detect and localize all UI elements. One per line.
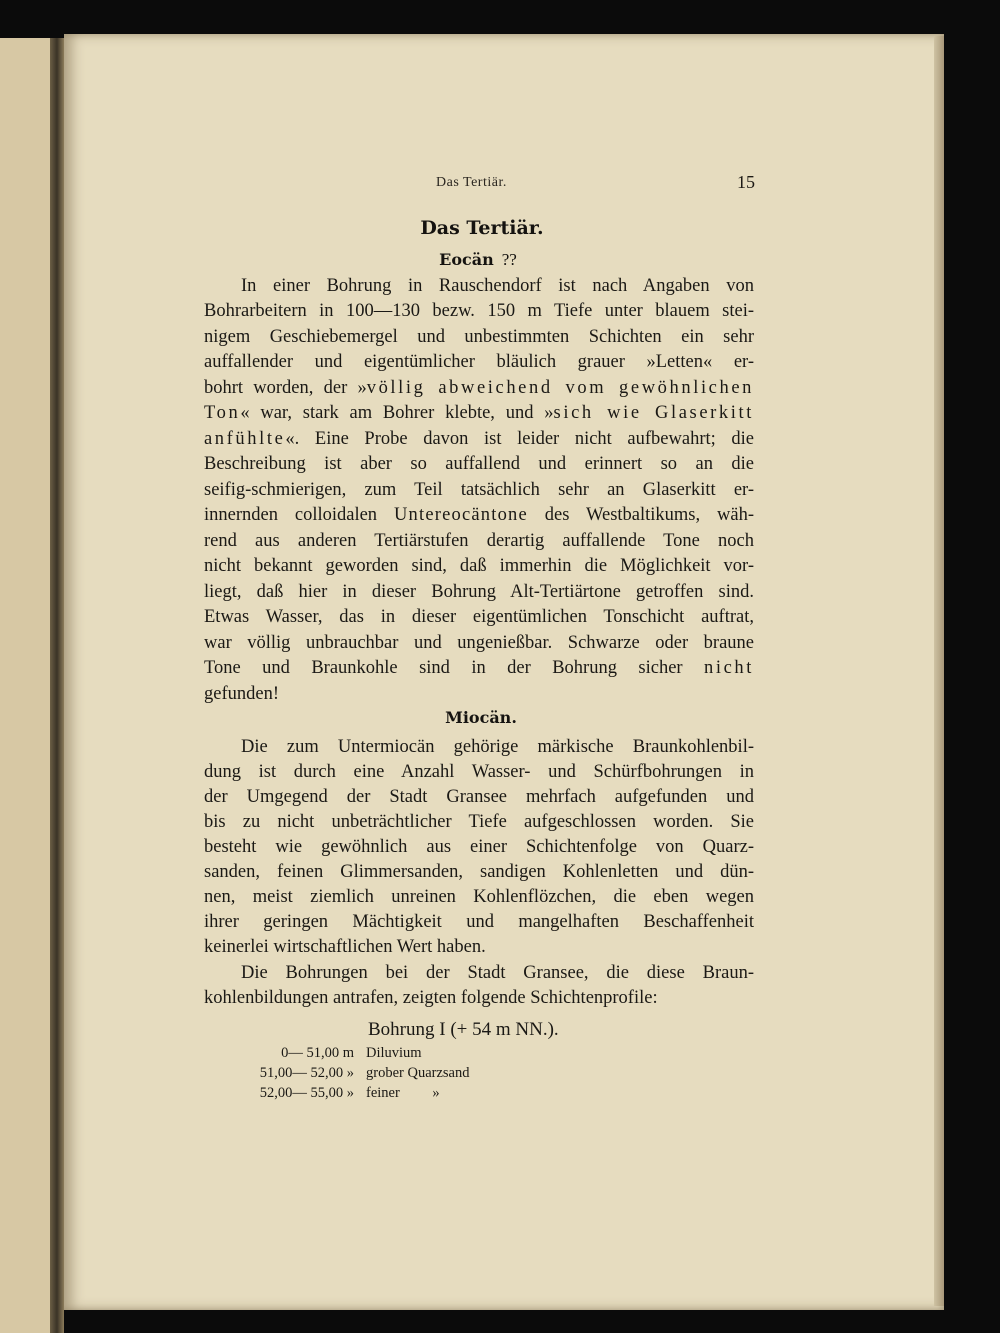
eocaen-line <box>204 503 754 528</box>
eocaen-line: nigem Geschiebemergel und unbestimmten Schichten ein sehr <box>204 327 754 347</box>
miocaen-line: besteht wie gewöhnlich aus einer Schichtenfolge von Quarz- <box>204 837 754 857</box>
eocaen-line: Beschreibung ist aber so auffallend und erinnert so an die <box>204 454 754 474</box>
eocaen-line: Bohrarbeitern in 100—130 bezw. 150 m Tiefe unter blauem stei- <box>204 301 754 321</box>
eocaen-line <box>204 401 754 426</box>
miocaen-line: bis zu nicht unbeträchtlicher Tiefe aufgeschlossen worden. Sie <box>204 812 754 832</box>
eocaen-line: Etwas Wasser, das in dieser eigentümlichen Tonschicht auftrat, <box>204 607 754 627</box>
eocaen-line: seifig-schmierigen, zum Teil tatsächlich sehr an Glaserkitt er- <box>204 480 754 500</box>
spaced-text: Untereocäntone <box>393 505 528 525</box>
desc-cell: Diluvium <box>366 1045 422 1061</box>
book-gutter <box>50 38 64 1333</box>
miocaen-line: der Umgegend der Stadt Gransee mehrfach aufgefunden und <box>204 787 754 807</box>
eocaen-line: In einer Bohrung in Rauschendorf ist nach Angaben von <box>241 276 754 296</box>
line-part: des Westbaltikums, wäh- <box>527 505 755 525</box>
miocaen-line: Die zum Untermiocän gehörige märkische Braunkohlenbil- <box>241 737 754 757</box>
eocaen-line: gefunden! <box>204 684 279 704</box>
desc-cell: grober Quarzsand <box>366 1065 470 1081</box>
miocaen-line: kohlenbildungen antrafen, zeigten folgende Schichtenprofile: <box>204 988 658 1008</box>
miocaen-line: Die Bohrungen bei der Stadt Gransee, die diese Braun- <box>241 963 754 983</box>
eocaen-line: war völlig unbrauchbar und ungenießbar. Schwarze oder braune <box>204 633 754 653</box>
spaced-text: anfühlte <box>204 429 286 449</box>
miocaen-line: nen, meist ziemlich unreinen Kohlenflözchen, die eben wegen <box>204 887 754 907</box>
eocaen-heading <box>378 250 578 270</box>
eocaen-line: nicht bekannt geworden sind, daß immerhin die Möglichkeit vor- <box>204 556 754 576</box>
depth-cell: 52,00— 55,00 » <box>259 1085 354 1101</box>
section-title: Das Tertiär. <box>420 217 544 239</box>
depth-cell: 51,00— 52,00 » <box>259 1065 354 1081</box>
line-part: « war, stark am Bohrer klebte, und » <box>240 403 554 423</box>
desc-cell: feiner » <box>366 1085 440 1101</box>
eocaen-line <box>204 427 754 452</box>
page-number: 15 <box>737 172 755 192</box>
eocaen-line: auffallender und eigentümlicher bläulich grauer »Letten« er- <box>204 352 754 372</box>
page-edge <box>934 36 944 1306</box>
line-part: bohrt worden, der » <box>204 378 367 398</box>
line-part: Tone und Braunkohle sind in der Bohrung sicher <box>204 658 704 678</box>
miocaen-heading: Miocän. <box>445 708 517 727</box>
spaced-text: völlig abweichend vom gewöhnlichen <box>366 378 755 398</box>
eocaen-line <box>204 376 754 401</box>
depth-cell: 0— 51,00 m <box>281 1045 354 1061</box>
eocaen-line: liegt, daß hier in dieser Bohrung Alt-Tertiärtone getroffen sind. <box>204 582 754 602</box>
running-title: Das Tertiär. <box>436 175 507 190</box>
spaced-text: Ton <box>204 403 241 423</box>
miocaen-line: dung ist durch eine Anzahl Wasser- und Schürfbohrungen in <box>204 762 754 782</box>
miocaen-line: ihrer geringen Mächtigkeit und mangelhaften Beschaffenheit <box>204 912 754 932</box>
eocaen-line: rend aus anderen Tertiärstufen derartig auffallende Tone noch <box>204 531 754 551</box>
line-part: «. Eine Probe davon ist leider nicht aufbewahrt; die <box>285 429 754 449</box>
spaced-text: sich wie Glaserkitt <box>553 403 754 423</box>
bohrung-title: Bohrung I (+ 54 m NN.). <box>368 1019 559 1040</box>
miocaen-line: keinerlei wirtschaftlichen Wert haben. <box>204 937 486 957</box>
miocaen-line: sanden, feinen Glimmersanden, sandigen Kohlenletten und dün- <box>204 862 754 882</box>
eocaen-line <box>204 656 754 681</box>
eocaen-heading-text: Eocän <box>439 250 494 269</box>
spaced-text: nicht <box>704 658 754 678</box>
eocaen-question: ?? <box>501 250 517 269</box>
line-part: innernden colloidalen <box>204 505 394 525</box>
